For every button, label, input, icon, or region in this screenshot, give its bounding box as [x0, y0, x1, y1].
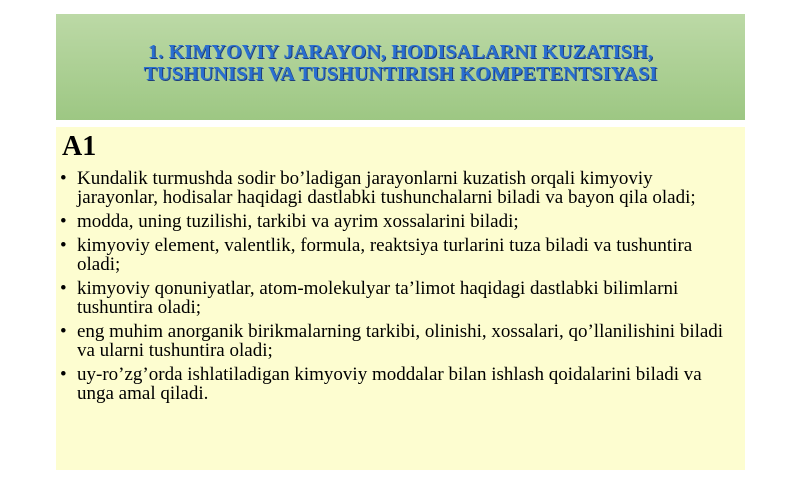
bullet-icon: • — [60, 321, 67, 342]
level-heading: A1 — [62, 131, 97, 162]
list-item — [60, 169, 735, 207]
list-item-text: eng muhim anorganik birikmalarning tarkibi, olinishi, xossalari, qo’llanilishini biladi va ularni tushuntira oladi; — [77, 321, 724, 361]
list-item — [60, 236, 735, 274]
list-item-text: kimyoviy qonuniyatlar, atom-molekulyar ta’limot haqidagi dastlabki bilimlarni tushuntira oladi; — [77, 278, 679, 318]
slide-title-line-1: 1. KIMYOVIY JARAYON, HODISALARNI KUZATISH, — [148, 41, 653, 63]
list-item — [60, 322, 735, 360]
bullet-icon: • — [60, 235, 67, 256]
content-panel — [56, 127, 745, 470]
bullet-icon: • — [60, 211, 67, 232]
list-item-text: modda, uning tuzilishi, tarkibi va ayrim xossalarini biladi; — [77, 211, 519, 232]
slide — [56, 14, 745, 470]
bullet-icon: • — [60, 168, 67, 189]
list-item-text: Kundalik turmushda sodir bo’ladigan jarayonlarni kuzatish orqali kimyoviy jarayonlar, hodisalar haqidagi dastlabki tushunchalarni biladi va bayon qila oladi; — [77, 168, 696, 208]
list-item — [60, 212, 735, 231]
list-item-text: kimyoviy element, valentlik, formula, reaktsiya turlarini tuza biladi va tushuntira oladi; — [77, 235, 693, 275]
bullet-icon: • — [60, 278, 67, 299]
list-item-text: uy-ro’zg’orda ishlatiladigan kimyoviy moddalar bilan ishlash qoidalarini biladi va unga amal qiladi. — [77, 364, 702, 404]
title-banner — [56, 14, 745, 120]
slide-title-line-2: TUSHUNISH VA TUSHUNTIRISH KOMPETENTSIYASI — [143, 63, 658, 85]
list-item — [60, 279, 735, 317]
bullet-icon: • — [60, 364, 67, 385]
competency-list — [60, 169, 735, 408]
list-item — [60, 365, 735, 403]
